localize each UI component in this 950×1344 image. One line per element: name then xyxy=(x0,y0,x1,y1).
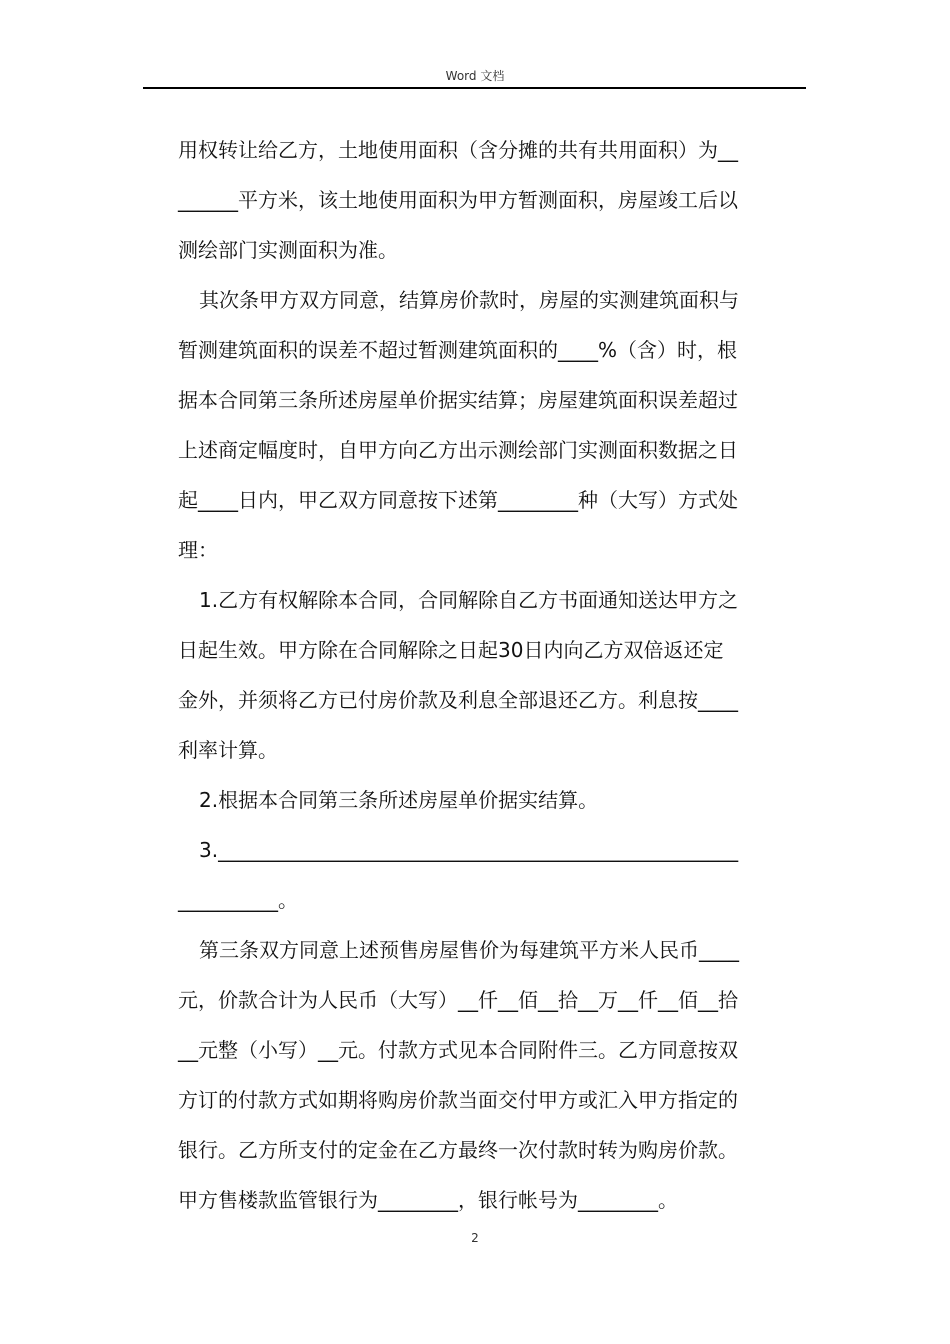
body-line: 起____日内，甲乙双方同意按下述第________种（大写）方式处 xyxy=(178,488,738,512)
body-line: 用权转让给乙方，土地使用面积（含分摊的共有共用面积）为__ xyxy=(178,138,738,162)
body-line: 银行。乙方所支付的定金在乙方最终一次付款时转为购房价款。 xyxy=(178,1138,738,1162)
body-line: 理： xyxy=(178,538,218,562)
paragraph-start: 第三条双方同意上述预售房屋售价为每建筑平方米人民币____ xyxy=(199,938,739,962)
body-line: 方订的付款方式如期将购房价款当面交付甲方或汇入甲方指定的 xyxy=(178,1088,738,1112)
body-line: 上述商定幅度时，自甲方向乙方出示测绘部门实测面积数据之日 xyxy=(178,438,738,462)
page-number: 2 xyxy=(471,1231,479,1245)
body-line: 暂测建筑面积的误差不超过暂测建筑面积的____%（含）时，根 xyxy=(178,338,738,362)
body-line: 测绘部门实测面积为准。 xyxy=(178,238,398,262)
body-line: 日起生效。甲方除在合同解除之日起30日内向乙方双倍返还定 xyxy=(178,638,724,662)
body-line: ______平方米，该土地使用面积为甲方暂测面积，房屋竣工后以 xyxy=(178,188,738,212)
body-line: 利率计算。 xyxy=(178,738,278,762)
body-line: __元整（小写）__元。付款方式见本合同附件三。乙方同意按双 xyxy=(178,1038,738,1062)
body-line: 甲方售楼款监管银行为________，银行帐号为________。 xyxy=(178,1188,678,1212)
body-line: 据本合同第三条所述房屋单价据实结算；房屋建筑面积误差超过 xyxy=(178,388,738,412)
header-title: Word 文档 xyxy=(445,69,505,83)
paragraph-start: 1.乙方有权解除本合同，合同解除自乙方书面通知送达甲方之 xyxy=(199,588,739,612)
paragraph-start: 其次条甲方双方同意，结算房价款时，房屋的实测建筑面积与 xyxy=(199,288,739,312)
body-line: __________。 xyxy=(178,888,298,912)
paragraph-start: 3.____________________________________________________ xyxy=(199,838,739,862)
body-line: 元，价款合计为人民币（大写）__仟__佰__拾__万__仟__佰__拾 xyxy=(178,988,738,1012)
body-line: 金外，并须将乙方已付房价款及利息全部退还乙方。利息按____ xyxy=(178,688,738,712)
header-divider xyxy=(143,87,806,89)
paragraph-start: 2.根据本合同第三条所述房屋单价据实结算。 xyxy=(199,788,599,812)
